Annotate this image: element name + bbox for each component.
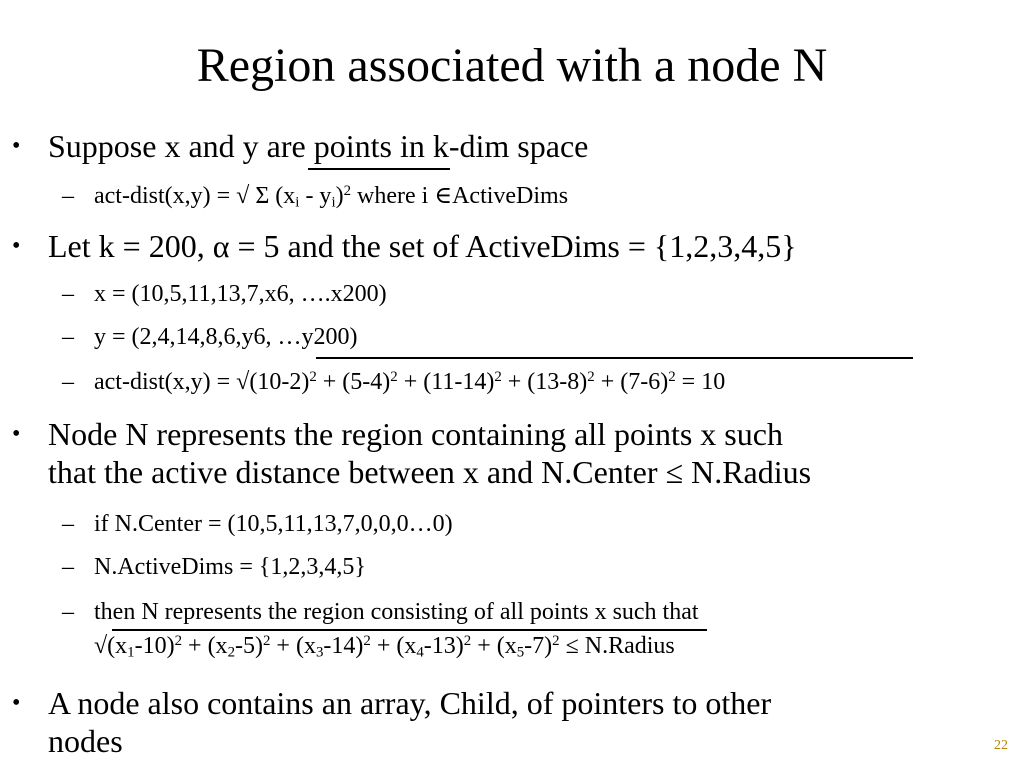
sub-bullet-marker: –	[62, 324, 74, 350]
sub-bullet-marker: –	[62, 599, 74, 625]
bullet-3-line-1: Node N represents the region containing all points x such	[48, 416, 783, 452]
formula-part: + (x	[471, 633, 517, 659]
superscript: 2	[262, 632, 271, 649]
subscript: i	[295, 194, 300, 211]
bullet-3-line-2: that the active distance between x and N.Center ≤ N.Radius	[48, 454, 812, 490]
formula-part: -5)	[235, 633, 263, 659]
sub-bullet-marker: –	[62, 183, 74, 209]
formula-part: = 10	[675, 369, 726, 395]
formula-part: -10)	[134, 633, 175, 659]
superscript: 2	[587, 368, 595, 385]
sqrt-vinculum	[316, 357, 913, 359]
formula-part: act-dist(x,y) = √ Σ (x	[94, 183, 296, 209]
sub-bullet-2-2: y = (2,4,14,8,6,y6, …y200)	[94, 324, 358, 350]
sub-bullet-marker: –	[62, 511, 74, 537]
formula-part: where i ∈ActiveDims	[351, 183, 569, 209]
superscript: 2	[463, 632, 472, 649]
bullet-1-text: Suppose x and y are points in k-dim space	[48, 128, 589, 164]
bullet-4-line-2: nodes	[48, 723, 123, 759]
formula-part: + (7-6)	[594, 369, 669, 395]
subscript: 4	[416, 644, 424, 661]
superscript: 2	[363, 632, 371, 649]
subscript: 3	[315, 644, 324, 661]
formula-part: + (x	[270, 633, 316, 659]
sub-bullet-3-2: N.ActiveDims = {1,2,3,4,5}	[94, 554, 366, 580]
sub-bullet-2-1: x = (10,5,11,13,7,x6, ….x200)	[94, 281, 387, 307]
formula-part: + (x	[182, 633, 228, 659]
superscript: 2	[494, 368, 502, 385]
formula-part: -14)	[323, 633, 364, 659]
superscript: 2	[174, 632, 183, 649]
sub-bullet-marker: –	[62, 369, 74, 395]
sub-bullet-3-3-line-1: then N represents the region consisting of all points x such that	[94, 599, 699, 625]
formula-part: + (x	[370, 633, 417, 659]
bullet-4-line-1: A node also contains an array, Child, of pointers to other	[48, 685, 772, 721]
sub-bullet-marker: –	[62, 554, 74, 580]
subscript: 5	[516, 644, 525, 661]
formula-part: act-dist(x,y) = √(10-2)	[94, 369, 310, 395]
superscript: 2	[390, 368, 398, 385]
formula-part: )	[335, 183, 344, 209]
bullet-marker: •	[12, 421, 21, 447]
formula-part: + (5-4)	[316, 369, 391, 395]
formula-part: -7)	[524, 633, 553, 659]
formula-part: + (13-8)	[501, 369, 588, 395]
subscript: i	[331, 194, 336, 211]
formula-part: ≤ N.Radius	[559, 633, 675, 659]
sub-bullet-3-3-line-2	[94, 632, 675, 660]
superscript: 2	[309, 368, 317, 385]
bullet-marker: •	[12, 133, 21, 159]
formula-part: -13)	[423, 633, 464, 659]
formula-part: - y	[299, 183, 332, 209]
sqrt-vinculum	[112, 629, 707, 631]
sqrt-vinculum	[308, 168, 450, 170]
formula-part: √(x	[94, 633, 128, 659]
sub-bullet-1-1	[94, 182, 568, 210]
formula-part: + (11-14)	[397, 369, 495, 395]
subscript: 2	[227, 644, 235, 661]
slide-title: Region associated with a node N	[196, 39, 828, 92]
superscript: 2	[343, 182, 352, 199]
page-number: 22	[994, 738, 1008, 753]
bullet-2-text: Let k = 200, α = 5 and the set of ActiveDims = {1,2,3,4,5}	[48, 228, 797, 264]
superscript: 2	[668, 368, 676, 385]
subscript: 1	[127, 644, 135, 661]
sub-bullet-3-1: if N.Center = (10,5,11,13,7,0,0,0…0)	[94, 511, 453, 537]
bullet-marker: •	[12, 690, 21, 716]
sub-bullet-2-3	[94, 368, 725, 396]
bullet-marker: •	[12, 233, 21, 259]
sub-bullet-marker: –	[62, 281, 74, 307]
superscript: 2	[552, 632, 560, 649]
